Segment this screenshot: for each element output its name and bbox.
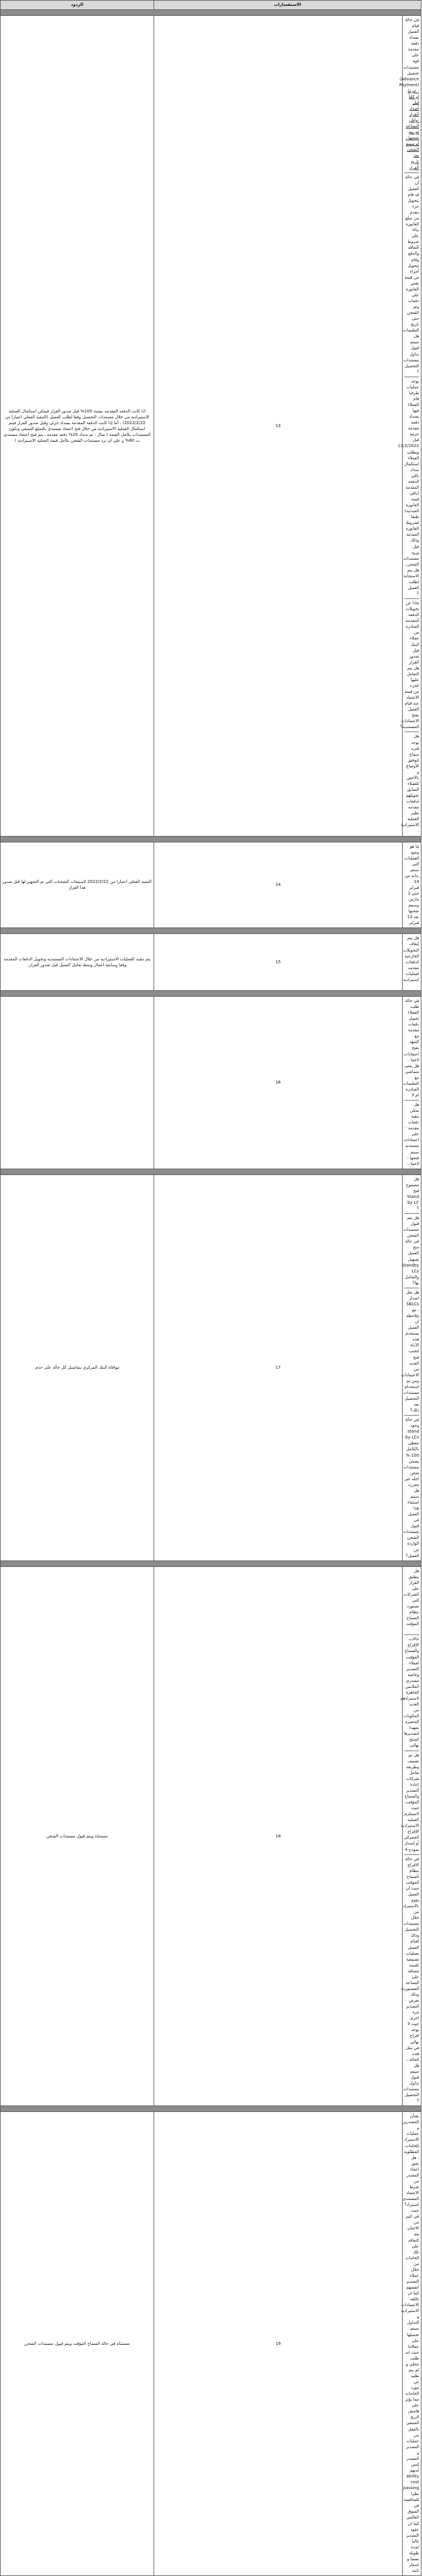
separator-band: [1, 1169, 421, 1174]
row-number: 18: [154, 1566, 403, 2106]
answer-cell: مستثناه في حالة السماح المؤقت ويتم قبول مستندات الشحن: [1, 2112, 154, 2576]
row-separator: [1, 1561, 421, 1566]
row-separator: [1, 1169, 421, 1174]
question-text: حالات الإفراج والسماح المؤقت لعملاء التصدير وخاصة مصدري الملابس الجاهزة لاستيرادهم العديد من المكونات الصغيرة تمهيدا لتصديرها كمنتج نهائي.: [400, 1636, 419, 1748]
answers-header: الردود: [1, 1, 154, 10]
question-latin-term: (Advance Payment): [399, 76, 419, 87]
question-text: في حالة الافراج بنظام السماح المؤقت حيث أن العميل يقوم بالاستيراد من خلال مستندات التحصيل وذلك لقيام العميل بعمليات تصنيعية كقيمة مضافة على البضاعة المستوردة وذلك بغرض التصدير مرة اخرى حيث لا يوجد افراج نهائي في مثل هذه الحالة ، هل سيتم قبول تداول مستندات التحصيل ؟: [401, 1856, 419, 2104]
question-item: [404, 1101, 419, 1169]
question-item: [404, 1567, 419, 1636]
question-cell: [397, 16, 421, 837]
question-item: [400, 2112, 419, 2575]
question-item: [400, 732, 419, 835]
row-separator: [1, 928, 421, 934]
answer-cell: مستثناه ويتم قبول مستندات الشحن: [1, 1566, 154, 2106]
question-item: [401, 1855, 419, 2106]
row-number: 13: [154, 16, 403, 837]
table-header-row: [1, 1, 421, 10]
question-latin-term: stand by LCs: [405, 1429, 419, 1440]
question-text: في حالة أن العميل قد قام بتحويل جزء مقدم من مبلغ الفاتورة بناءا على شروط التعاقد والدفع وقام بتحويل أجزاء من قيمة نفس الفاتورة على دفعات وتم الشحن حتى تاريخ التعليمات، هل سيتم قبول تداول مستندات التحصيل ؟: [401, 174, 419, 374]
question-text: في حالة طلب العملاء تحويل دفعات مقدمة مع التعهد بفتح اعتمادات لاحقا .. هل يعتبر متماشي مع التعليمات الصادرة ام لا: [403, 997, 419, 1098]
row-separator: [1, 836, 421, 842]
row-separator: [1, 10, 421, 16]
row-number: 14: [154, 842, 403, 928]
question-item: [400, 1751, 419, 1855]
separator-band: [1, 2106, 421, 2112]
table-row: [1, 1174, 421, 1561]
question-cell: [400, 1566, 421, 2106]
answer-cell: موافاة البنك المركزي بتفاصيل كل حالة على حدى: [1, 1174, 154, 1561]
separator-band: [1, 928, 421, 934]
separator-band: [1, 990, 421, 996]
question-text: في حالة قيام العميل بسداد دفعة مقدمة على قوة مستندات تحصيل: [403, 17, 419, 76]
row-number: 16: [154, 996, 403, 1169]
question-item: [401, 1214, 419, 1288]
row-number: 19: [154, 2112, 403, 2576]
table-row: [1, 996, 421, 1169]
questions-header: الاستفسارات: [154, 1, 421, 10]
answer-cell: التنفيذ الفعلي اعتبارا من 2022/2/22 لاستيعاب الشحنات التي تم التجهيز لها قبل صدور هذا القرار: [1, 842, 154, 928]
question-text: هل مسموح فتح: [406, 1176, 419, 1193]
question-text: مغطى بالكامل 100 % يضمن مستندات شحن اجله غير معززه هل سيتم استثناء هذا العميل في قبول مستندات الشحن الواردة من العميل؟: [403, 1440, 419, 1558]
question-text: هل تم تصنيف وطريقة تعامل شركات إعادة التصدير والسماح المؤقت، حيث لاتستلزم العملية الاستيرادية الإفراج الجمركي أو إصدار نموذج 4: [400, 1752, 419, 1852]
qa-body: [1, 10, 421, 2576]
question-item: [401, 173, 419, 377]
question-text: في حالة وجود: [404, 1417, 419, 1429]
question-item: [404, 842, 419, 928]
question-text: هل يتم إيقاف التحويلات الخارجية كدفعات مقدمه لعمليات استيراديه .: [403, 935, 419, 988]
question-text: هل ينطبق القرار على الشركات التي تستورد بنظام السماح المؤقت .: [403, 1568, 419, 1633]
question-text: ماذا عن تحويلات الدفعة المقدمة الصادرة من عملاء البنك قبل صدور القرار هل يتم التعامل عليها كجزء من قيمة الاعتماد عند قيام العميل بفتح الاعتمادات المستندية؟: [400, 600, 419, 730]
answer-cell: [1, 996, 154, 1169]
table-row: [1, 1566, 421, 2106]
question-cell: [400, 2112, 421, 2576]
question-text: - جزئيا او كليا قبل اصدار القرار -ولكن البضاعة لم يتم شحنها ، أو سيتم الشحن بعد تاريخ القرار: [406, 87, 419, 170]
question-cell: [403, 842, 421, 928]
question-text: ما هو وضع العمليات التي ستتم بداية من 14 فبراير حتى 1 مارس وسيتم شحنها بعد 13 فبراير: [404, 843, 419, 926]
row-number: 17: [154, 1174, 403, 1561]
separator-band: [1, 836, 421, 842]
separator-band: [1, 10, 421, 16]
question-item: [404, 934, 419, 990]
question-item: [404, 997, 419, 1101]
row-separator: [1, 2106, 421, 2112]
question-text: ، مع ملاحظة ان العميل يستخدم هذه الأداة لتجنب فتح العديد من الاعتمادات ومن ثم استخدام مستندات التحصيل بعد ذلك؟: [401, 1307, 419, 1413]
question-item: [397, 377, 419, 599]
answer-cell: اذا كانت الدفعه المقدمه بنسبة 100% قبل صدور القرار فيمكن استكمال العملية الاستيرادية من خلال مستندات التحصيل وفقا لطلب العميل (التنفيذ الفعلي اعتبارا من 2022/2/22) ، أما إذا كانت الدفعة المقدمة بسداد جزئي وقبل صدور القرار فيتم استكمال العملية الاستيرادية من خلال فتح اعتماد مستندي بالمبلغ المتبقي وتكون المستندات بكامل القيمة ( مثال : تم سداد 20% دفعه مقدمه ، يتم فتح اعتماد مستندي ب 80% و على ان ترد مستندات الشحن بكامل قيمة العملية الاستيرادية ): [1, 16, 154, 837]
table-row: [1, 2112, 421, 2576]
row-number: 15: [154, 934, 403, 991]
question-text: بشأن المصدرين و عمليات الاستيراد للخامات المطلوبة ، هل يجوز اعفاء المصدر من شرط الاعتماد المستندي استيراد؟ حيث في كثير من الاحيان يتم التعاقد على تلك الخامات من خلال عملاء التصدير انفسهم كما ان تكلفة الاعتمادات الاستيرادية و التداول سيتم تحميلها على عملائنا حيث انه طلب محلي و لم يتم طلبه من مورد الخامات مما يؤثر على هامش الربح المتبقي بالفعل من عمليات التصدير و المصدر ليس لديهم ability cost passing نظرا للمنافسة في السوق العالمي كما ان عقود التصدير غالبا لمدة طويلة نسبيا و اسعار ثابتة.: [400, 2113, 419, 2573]
table-row: [1, 842, 421, 928]
question-text: هل نقل اصدار: [406, 1289, 419, 1301]
question-item: [404, 1175, 419, 1214]
table-row: [1, 16, 421, 837]
question-text: والتعامل بها؟: [404, 1274, 419, 1285]
answer-cell: يتم تنفيذ العمليات الاستيرادية من خلال الاعتمادات المستندية وتحويل الدفعات المقدمة وفقا وسابقة اعمال ونمط تعامل العميل قبل صدور القرار.: [1, 934, 154, 991]
question-item: [401, 1288, 419, 1416]
question-item: [400, 599, 419, 732]
question-latin-term: Stand by LC: [407, 1193, 419, 1205]
question-cell: [403, 1174, 421, 1561]
question-item: [400, 1635, 419, 1751]
question-item: [399, 16, 419, 173]
question-latin-term: SBLCs: [406, 1301, 419, 1306]
question-text: هل يتم قبول مستندات الشحن في حالة منح العميل تسهيل: [403, 1215, 419, 1262]
separator-band: [1, 1561, 421, 1566]
question-text: ؟: [417, 1206, 419, 1211]
question-text: يوجد عمليات طرفنا قام العملاء فيها بسداد دفعة مقدمة جزئية قبل 13/2/2022 ويطلب العملاء استكمال سداد باقي الدفعة المقدمة (باقي قيمة الفاتورة المبدئية) طبقا لشروط الفاتورة المبدئية وذلك قبل ورود مستندات الشحن ، هل يتم الاستجابة لطلب العميل ؟: [397, 378, 419, 596]
table-row: [1, 934, 421, 991]
question-item: [404, 1416, 419, 1561]
question-cell: [403, 934, 421, 991]
question-cell: [403, 996, 421, 1169]
question-latin-term: Standby LCs: [401, 1262, 419, 1274]
question-text: هل يوجد فتره سماح لتوفيق الأوضاع و بالأخص للعملاء السابق تحويلهم لدفعات مقدمه نظير العملية الاستيرادية .: [400, 733, 419, 834]
row-separator: [1, 990, 421, 996]
question-text: هل يمكن تنفيذ دفعات مقدمة - على اعتمادات مستنديه سيتم فتحها - لاحقا ..: [403, 1102, 419, 1166]
